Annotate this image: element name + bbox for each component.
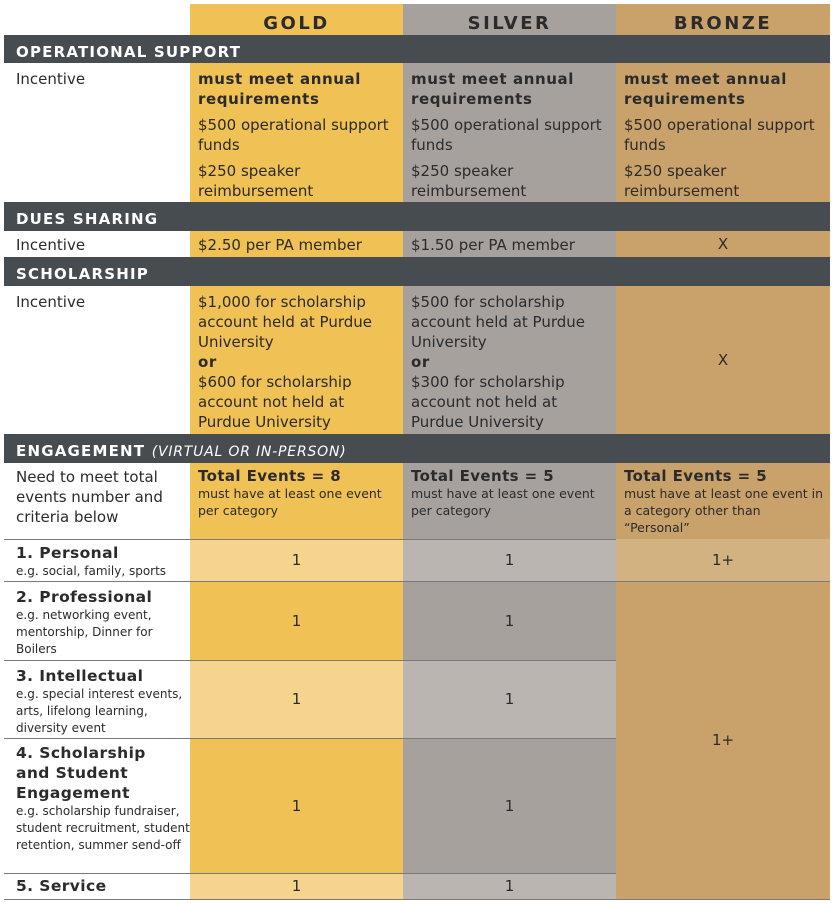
row-divider	[4, 873, 616, 874]
category-professional-silver-value: 1	[403, 581, 616, 660]
dues-gold-cell: $2.50 per PA member	[190, 231, 403, 257]
scholarship-gold-or: or	[198, 353, 217, 371]
category-row-intellectual	[4, 660, 190, 738]
section-heading-operational-support: OPERATIONAL SUPPORT	[4, 35, 830, 63]
operational-bronze-speaker: $250 speaker reimbursement	[624, 162, 740, 200]
operational-silver-funds: $500 operational support funds	[411, 116, 602, 154]
category-row-service	[4, 873, 190, 899]
scholarship-bronze-cell: X	[616, 286, 830, 434]
operational-silver-requirement: must meet annual requirements	[411, 70, 575, 108]
engagement-silver-total: Total Events = 5	[411, 467, 555, 485]
category-description: e.g. social, family, sports	[16, 564, 167, 578]
category-professional-gold-value: 1	[190, 581, 403, 660]
row-divider	[4, 581, 830, 582]
row-label-engagement-total: Need to meet total events number and criteria below	[16, 468, 163, 526]
operational-bronze-funds: $500 operational support funds	[624, 116, 815, 154]
category-row-scholarship-engagement	[4, 738, 190, 873]
row-divider	[4, 539, 616, 540]
category-title: 5. Service	[16, 877, 107, 895]
dues-bronze-cell: X	[616, 231, 830, 257]
category-title: 3. Intellectual	[16, 667, 144, 685]
scholarship-silver-held: $500 for scholarship account held at Purdue University	[411, 293, 586, 351]
row-divider	[4, 899, 830, 900]
scholarship-gold-not-held: $600 for scholarship account not held at Purdue University	[198, 373, 352, 431]
section-heading-scholarship: SCHOLARSHIP	[4, 257, 830, 286]
operational-gold-funds: $500 operational support funds	[198, 116, 389, 154]
category-title: 4. Scholarship and Student Engagement	[16, 744, 146, 802]
dues-silver-cell: $1.50 per PA member	[403, 231, 616, 257]
category-description: e.g. networking event, mentorship, Dinner for Boilers	[16, 608, 153, 656]
category-personal-gold-value: 1	[190, 539, 403, 581]
row-divider	[4, 738, 616, 739]
operational-gold-speaker: $250 speaker reimbursement	[198, 162, 314, 200]
category-row-professional	[4, 581, 190, 660]
section-heading-dues-sharing: DUES SHARING	[4, 202, 830, 231]
scholarship-silver-not-held: $300 for scholarship account not held at Purdue University	[411, 373, 565, 431]
engagement-silver-note: must have at least one event per category	[411, 486, 595, 518]
category-row-personal	[4, 539, 190, 581]
operational-bronze-requirement: must meet annual requirements	[624, 70, 788, 108]
engagement-bronze-total: Total Events = 5	[624, 467, 768, 485]
category-service-gold-value: 1	[190, 873, 403, 899]
tier-header-silver: SILVER	[403, 4, 616, 35]
engagement-heading-subtitle: (VIRTUAL OR IN-PERSON)	[151, 444, 347, 460]
scholarship-gold-held: $1,000 for scholarship account held at Purdue University	[198, 293, 373, 351]
row-label-scholarship-incentive: Incentive	[16, 293, 86, 311]
category-intellectual-silver-value: 1	[403, 660, 616, 738]
engagement-gold-note: must have at least one event per category	[198, 486, 382, 518]
engagement-bronze-total-cell	[616, 463, 830, 539]
category-personal-silver-value: 1	[403, 539, 616, 581]
bronze-merged-categories-value: 1+	[616, 581, 830, 899]
category-scholarship-silver-value: 1	[403, 738, 616, 873]
engagement-gold-total: Total Events = 8	[198, 467, 342, 485]
engagement-bronze-note: must have at least one event in a category other than “Personal”	[624, 486, 824, 535]
operational-gold-cell	[190, 63, 403, 202]
row-label-operational-incentive: Incentive	[16, 70, 86, 88]
category-description: e.g. scholarship fundraiser, student recruitment, student retention, summer send-off	[16, 804, 190, 852]
engagement-gold-total-cell	[190, 463, 403, 539]
section-heading-engagement	[4, 434, 830, 463]
tier-header-bronze: BRONZE	[616, 4, 830, 35]
operational-silver-cell	[403, 63, 616, 202]
operational-silver-speaker: $250 speaker reimbursement	[411, 162, 527, 200]
engagement-heading-text: ENGAGEMENT	[16, 442, 146, 460]
category-service-silver-value: 1	[403, 873, 616, 899]
category-personal-bronze-value: 1+	[616, 539, 830, 581]
category-description: e.g. special interest events, arts, lifelong learning, diversity event	[16, 687, 183, 735]
category-title: 1. Personal	[16, 544, 119, 562]
operational-gold-requirement: must meet annual requirements	[198, 70, 362, 108]
row-divider	[4, 660, 616, 661]
scholarship-silver-cell	[403, 286, 616, 434]
engagement-silver-total-cell	[403, 463, 616, 539]
operational-bronze-cell	[616, 63, 830, 202]
category-title: 2. Professional	[16, 588, 153, 606]
row-label-dues-incentive: Incentive	[16, 236, 86, 254]
scholarship-gold-cell	[190, 286, 403, 434]
category-intellectual-gold-value: 1	[190, 660, 403, 738]
scholarship-silver-or: or	[411, 353, 430, 371]
category-scholarship-gold-value: 1	[190, 738, 403, 873]
tier-header-gold: GOLD	[190, 4, 403, 35]
